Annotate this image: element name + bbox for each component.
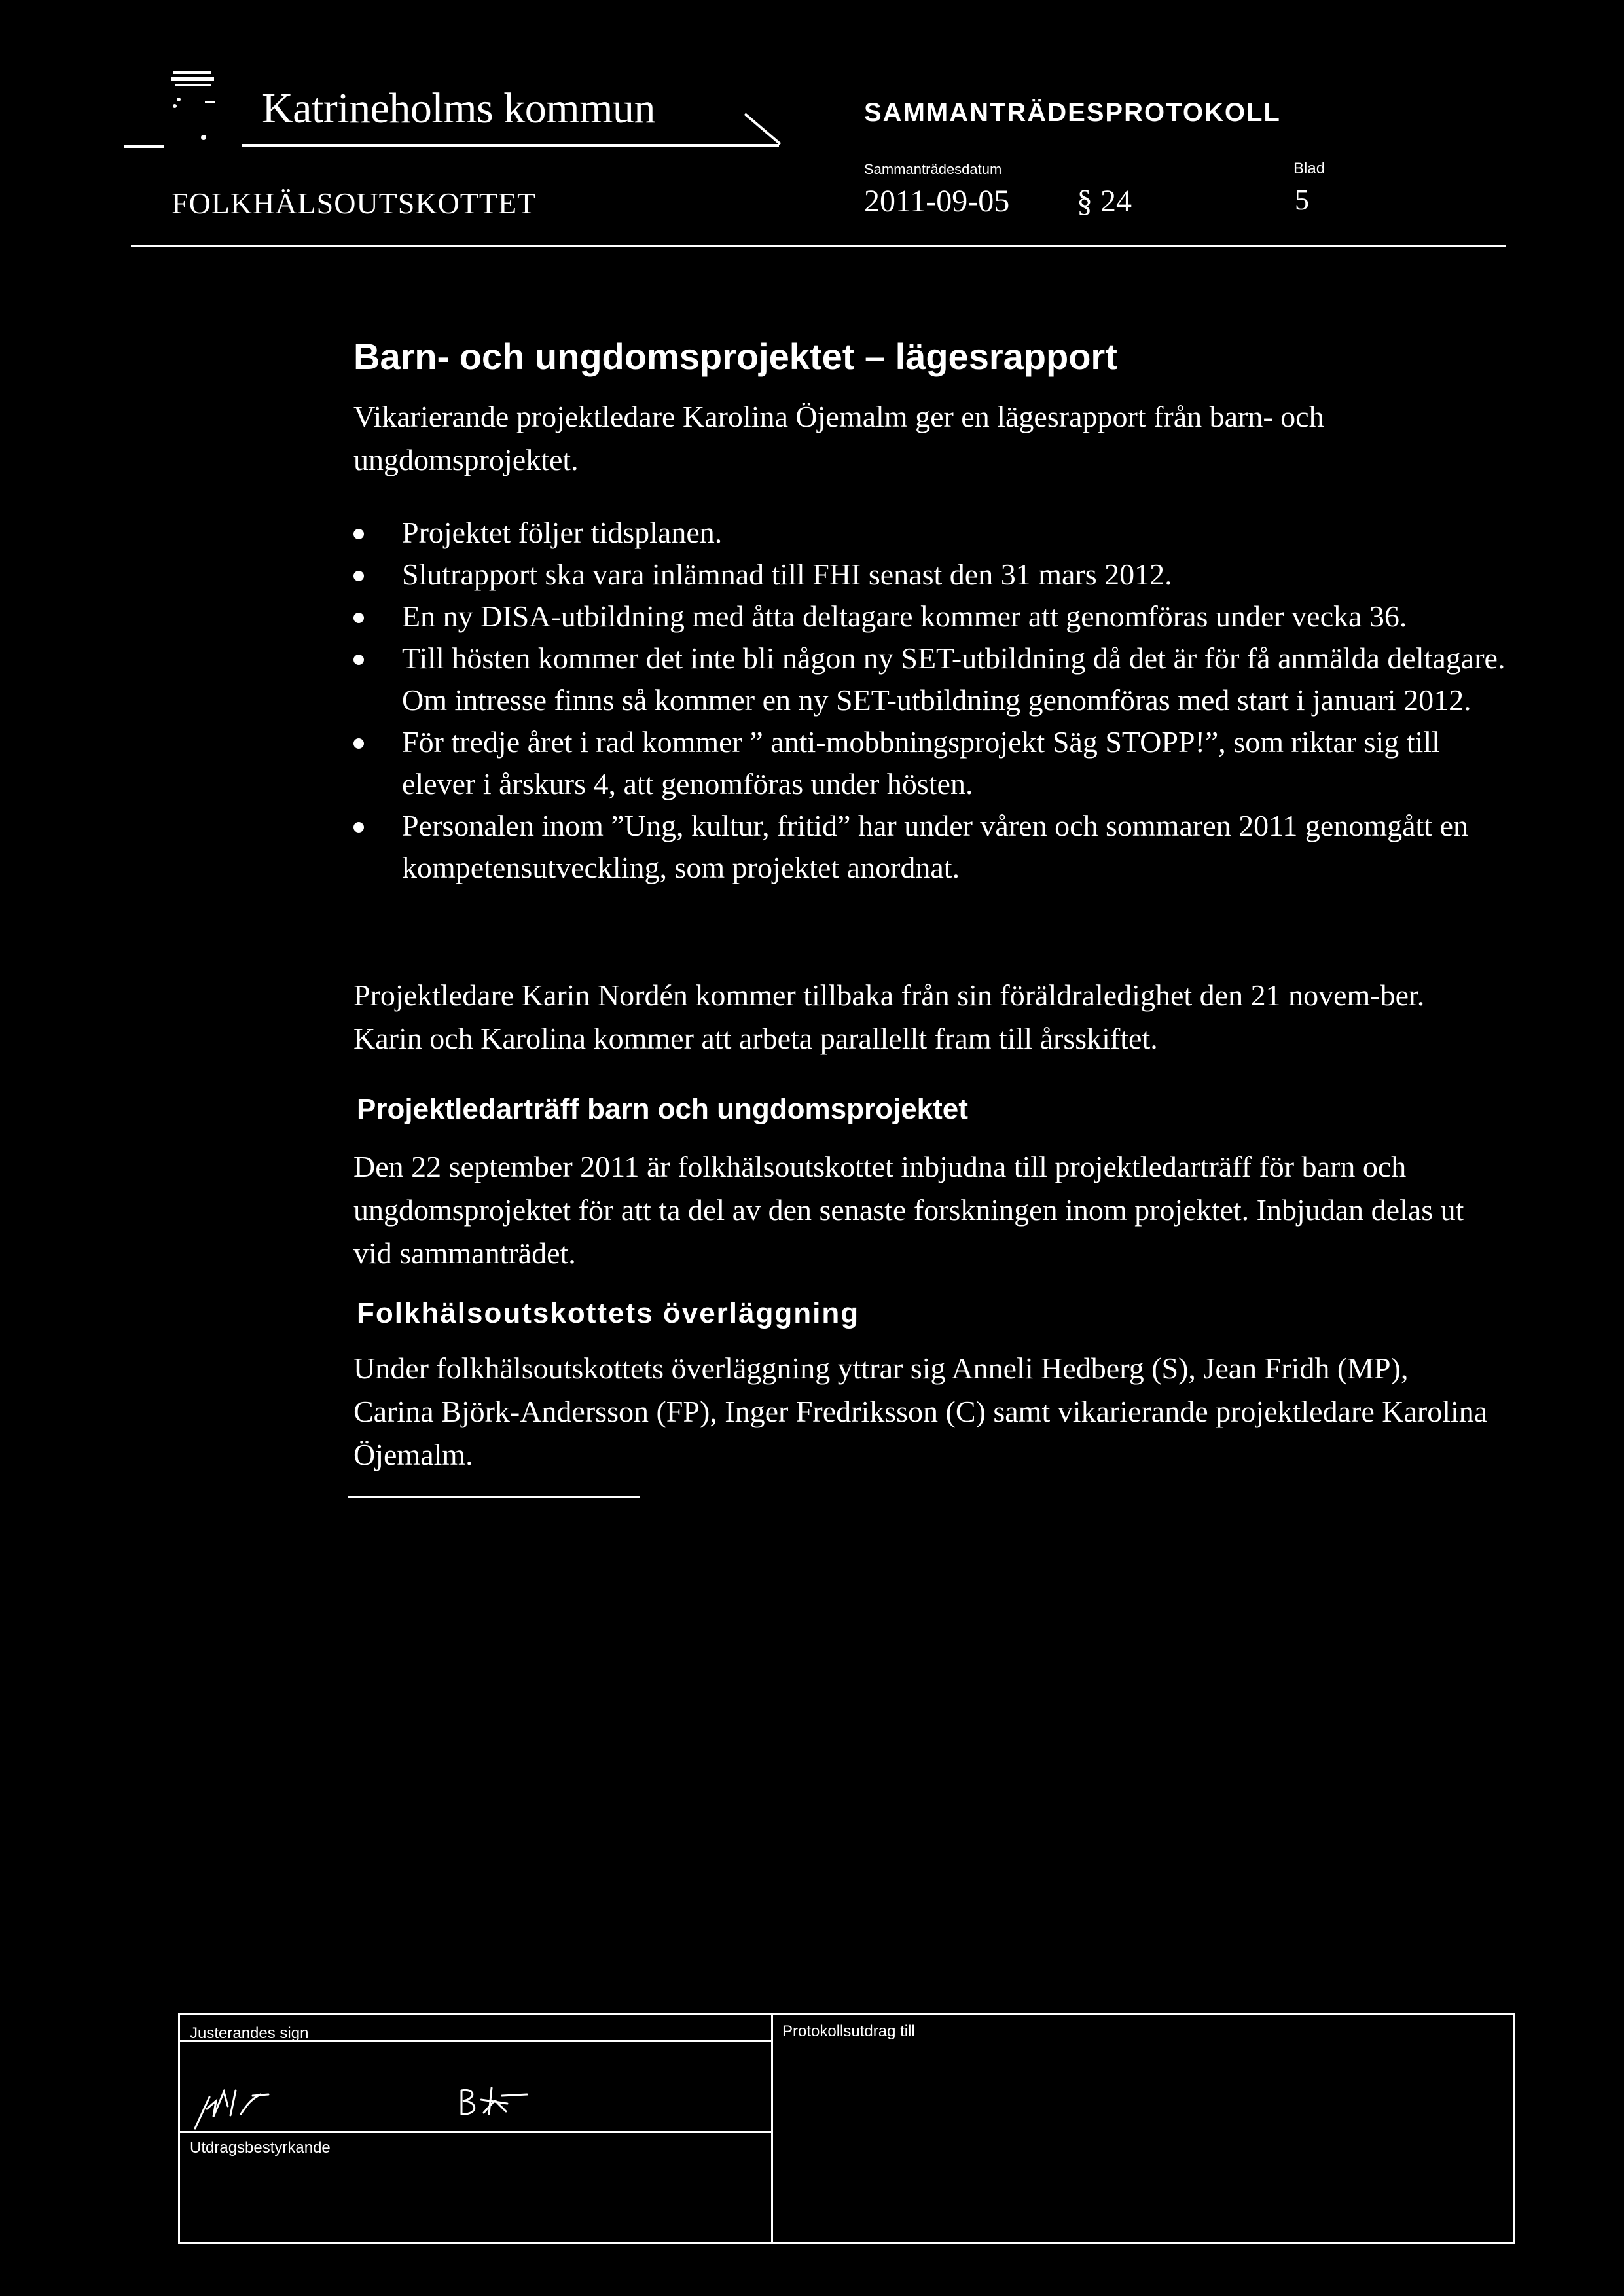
bullet-icon xyxy=(353,655,364,665)
meeting-paragraph: Den 22 september 2011 är folkhälsoutskottet inbjudna till projektledarträff för barn och ungdomsprojektet för att ta del av den senaste forskningen inom projektet. Inbjudan delas ut vid sammanträdet. xyxy=(353,1150,1464,1270)
excerpt-label: Protokollsutdrag till xyxy=(782,2022,915,2040)
section-title: Barn- och ungdomsprojektet – lägesrapport xyxy=(353,336,1117,377)
deliberation-paragraph: Under folkhälsoutskottets överläggning yttrar sig Anneli Hedberg (S), Jean Fridh (MP), Carina Björk-Andersson (FP), Inger Fredriksson (C) samt vikarierande projektledare Karolina Öjemalm. xyxy=(353,1352,1488,1471)
section-title: Projektledarträff barn och ungdomsprojektet xyxy=(357,1093,968,1125)
page-number: 5 xyxy=(1295,184,1309,216)
document-type: SAMMANTRÄDESPROTOKOLL xyxy=(864,98,1281,127)
municipality-underline xyxy=(242,144,779,147)
list-item xyxy=(353,805,1512,889)
list-item xyxy=(353,512,1512,554)
list-item-text: Slutrapport ska vara inlämnad till FHI senast den 31 mars 2012. xyxy=(402,558,1172,591)
list-item-text: Personalen inom ”Ung, kultur, fritid” har under våren och sommaren 2011 genomgått en kompetensutveckling, som projektet anordnat. xyxy=(402,809,1469,884)
bullet-icon xyxy=(353,738,364,749)
handwritten-initials xyxy=(455,2081,540,2121)
status-bullet-list xyxy=(353,512,1512,889)
page-label: Blad xyxy=(1293,160,1326,177)
municipality-crest-icon xyxy=(167,65,239,144)
bullet-icon xyxy=(353,822,364,833)
return-paragraph: Projektledare Karin Nordén kommer tillbaka från sin föräldraledighet den 21 novem-ber. Karin och Karolina kommer att arbeta parallellt fram till årsskiftet. xyxy=(353,978,1425,1055)
list-item-text: En ny DISA-utbildning med åtta deltagare kommer att genomföras under vecka 36. xyxy=(402,600,1407,633)
list-item xyxy=(353,554,1512,596)
handwritten-signature xyxy=(190,2068,301,2134)
signature-box xyxy=(178,2013,1515,2244)
signature-box-divider xyxy=(771,2013,773,2244)
certification-label: Utdragsbestyrkande xyxy=(190,2139,331,2157)
bullet-icon xyxy=(353,613,364,623)
signature-label: Justerandes sign xyxy=(190,2024,309,2042)
section-title: Folkhälsoutskottets överläggning xyxy=(357,1297,860,1329)
header-divider xyxy=(131,245,1506,247)
municipality-name: Katrineholms kommun xyxy=(262,84,655,132)
list-item xyxy=(353,721,1512,805)
list-item xyxy=(353,596,1512,637)
section-end-divider xyxy=(348,1496,640,1498)
committee-name: FOLKHÄLSOUTSKOTTET xyxy=(171,187,537,220)
list-item-text: Till hösten kommer det inte bli någon ny SET-utbildning då det är för få anmälda deltagare. Om intresse finns så kommer en ny SET-utbildning genomföras med start i januari 2012. xyxy=(402,641,1506,717)
paragraph-number: § 24 xyxy=(1077,184,1132,219)
underline-slash-icon xyxy=(740,111,785,147)
bullet-icon xyxy=(353,571,364,581)
meeting-date-label: Sammanträdesdatum xyxy=(864,161,1002,177)
intro-paragraph: Vikarierande projektledare Karolina Öjemalm ger en lägesrapport från barn- och ungdomsprojektet. xyxy=(353,400,1324,476)
list-item-text: För tredje året i rad kommer ” anti-mobbningsprojekt Säg STOPP!”, som riktar sig till elever i årskurs 4, att genomföras under hösten. xyxy=(402,725,1440,800)
bullet-icon xyxy=(353,529,364,539)
list-item-text: Projektet följer tidsplanen. xyxy=(402,516,723,549)
header-dash xyxy=(124,145,164,148)
meeting-date: 2011-09-05 xyxy=(864,184,1010,219)
list-item xyxy=(353,637,1512,721)
